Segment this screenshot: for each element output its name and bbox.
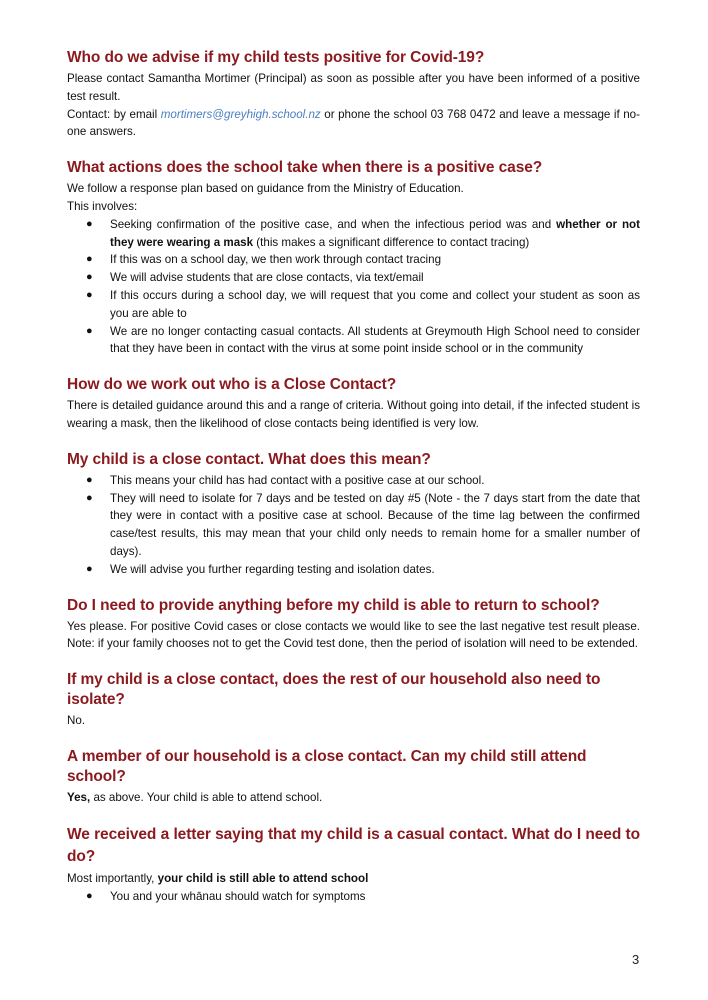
section-heading: A member of our household is a close contact. Can my child still attend school? xyxy=(67,747,587,785)
section-heading: How do we work out who is a Close Contact? xyxy=(67,376,397,394)
section-heading: We received a letter saying that my child is a casual contact. What do I need to do? xyxy=(67,825,640,865)
section-heading: If my child is a close contact, does the rest of our household also need to isolate? xyxy=(67,671,601,709)
list-item xyxy=(86,472,640,490)
section-child-close-contact xyxy=(67,450,640,579)
text: This means your child has had contact with a positive case at our school. xyxy=(110,473,485,487)
text: If this occurs during a school day, we will request that you come and collect your student as soon as you are able to xyxy=(110,288,640,320)
section-return-requirements xyxy=(67,596,640,654)
paragraph: Yes please. For positive Covid cases or close contacts we would like to see the last negative test result please. Note: if your family chooses not to get the Covid test done, then the period of isolation will need to be extended. xyxy=(67,619,640,651)
bullet-icon: ● xyxy=(86,217,93,230)
list-item xyxy=(86,323,640,359)
list-item xyxy=(86,269,640,287)
list-item xyxy=(86,216,640,252)
page-number: 3 xyxy=(632,952,640,967)
text: We are no longer contacting casual contacts. All students at Greymouth High School need to consider that they have been in contact with the virus at some point inside school or in the community xyxy=(110,324,640,356)
paragraph xyxy=(67,870,640,888)
contact-prefix: Contact: by email xyxy=(67,107,161,121)
paragraph xyxy=(67,789,640,807)
text: We will advise students that are close contacts, via text/email xyxy=(110,271,424,285)
section-heading: My child is a close contact. What does this mean? xyxy=(67,450,431,468)
paragraph: We follow a response plan based on guidance from the Ministry of Education. xyxy=(67,182,464,196)
bullet-icon: ● xyxy=(86,889,93,902)
bullet-icon: ● xyxy=(86,288,93,301)
paragraph: No. xyxy=(67,714,86,728)
paragraph: There is detailed guidance around this and a range of criteria. Without going into detail, if the infected student is wearing a mask, then the likelihood of close contacts being identified is very low. xyxy=(67,399,640,430)
list-item xyxy=(86,561,640,579)
text: as above. Your child is able to attend school. xyxy=(90,790,323,804)
bullet-icon: ● xyxy=(86,491,93,504)
text: (this makes a significant difference to contact tracing) xyxy=(253,235,530,249)
paragraph: This involves: xyxy=(67,199,138,213)
section-casual-contact xyxy=(67,824,640,906)
section-close-contact-definition xyxy=(67,375,640,433)
list-item xyxy=(86,251,640,269)
section-positive-test xyxy=(67,48,640,141)
section-heading: What actions does the school take when there is a positive case? xyxy=(67,159,543,177)
list-item xyxy=(86,888,640,906)
text: They will need to isolate for 7 days and be tested on day #5 (Note - the 7 days start from the date that they were in contact with a positive case at school. Because of the time lag between the confirmed case/test results, this may mean that your child only needs to remain home for a smaller number of days). xyxy=(110,491,640,558)
bullet-icon: ● xyxy=(86,562,93,575)
email-link[interactable]: mortimers@greyhigh.school.nz xyxy=(160,107,321,121)
section-household-isolate xyxy=(67,670,640,730)
section-school-actions xyxy=(67,158,640,358)
bullet-icon: ● xyxy=(86,271,93,284)
bold-text: Yes, xyxy=(67,790,91,804)
text: Most importantly, xyxy=(67,871,158,885)
paragraph: Please contact Samantha Mortimer (Principal) as soon as possible after you have been informed of a positive test result. xyxy=(67,72,640,103)
bullet-list xyxy=(67,216,640,358)
section-heading: Do I need to provide anything before my child is able to return to school? xyxy=(67,596,600,614)
bullet-list xyxy=(67,888,640,906)
section-household-member-contact xyxy=(67,747,640,807)
contact-suffix: or phone the school 03 768 0472 and leave a message if no-one answers. xyxy=(67,107,640,139)
text: You and your whānau should watch for symptoms xyxy=(110,889,366,903)
bullet-list xyxy=(67,472,640,579)
bullet-icon: ● xyxy=(86,253,93,266)
document-page xyxy=(67,48,640,922)
bullet-icon: ● xyxy=(86,324,93,337)
text: If this was on a school day, we then work through contact tracing xyxy=(110,253,442,267)
list-item xyxy=(86,490,640,561)
text: We will advise you further regarding testing and isolation dates. xyxy=(110,562,435,576)
section-heading: Who do we advise if my child tests positive for Covid-19? xyxy=(67,49,485,66)
text: Seeking confirmation of the positive case, and when the infectious period was and xyxy=(110,217,557,231)
list-item xyxy=(86,287,640,323)
bold-text: whether or not they were wearing a mask xyxy=(110,217,640,249)
contact-paragraph xyxy=(67,106,640,142)
bullet-icon: ● xyxy=(86,473,93,486)
bold-text: your child is still able to attend school xyxy=(157,871,369,885)
